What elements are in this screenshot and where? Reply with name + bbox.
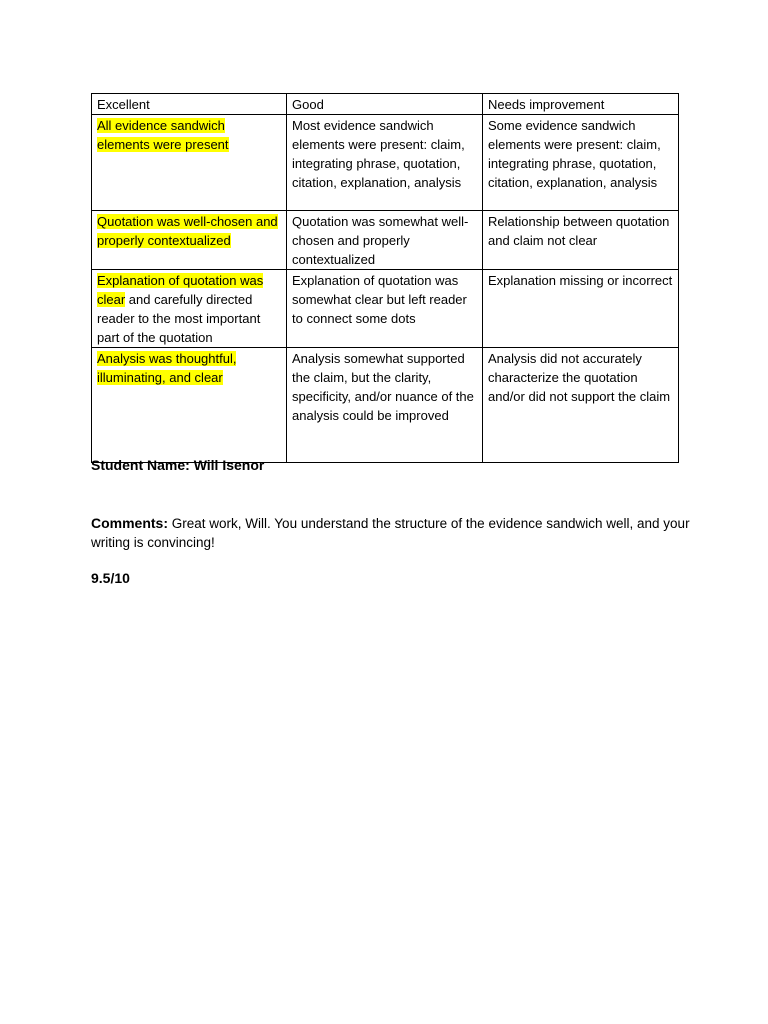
student-name-label: Student Name:: [91, 457, 190, 473]
rubric-header-row: [92, 94, 679, 115]
cell-excellent: [92, 115, 287, 211]
rubric-row-explanation: [92, 270, 679, 348]
header-excellent: Excellent: [92, 94, 287, 115]
highlighted-text: All evidence sandwich elements were present: [97, 118, 229, 152]
comments-text: Great work, Will. You understand the structure of the evidence sandwich well, and your writing is convincing!: [91, 516, 690, 550]
cell-needs-improvement: Some evidence sandwich elements were present: claim, integrating phrase, quotation, citation, explanation, analysis: [483, 115, 679, 211]
cell-good: Explanation of quotation was somewhat clear but left reader to connect some dots: [287, 270, 483, 348]
cell-text: and carefully directed reader to the most important part of the quotation: [97, 292, 261, 345]
cell-good: Most evidence sandwich elements were present: claim, integrating phrase, quotation, citation, explanation, analysis: [287, 115, 483, 211]
cell-good: Analysis somewhat supported the claim, but the clarity, specificity, and/or nuance of the analysis could be improved: [287, 348, 483, 463]
cell-excellent: [92, 270, 287, 348]
rubric-row-elements: [92, 115, 679, 211]
cell-needs-improvement: Analysis did not accurately characterize the quotation and/or did not support the claim: [483, 348, 679, 463]
highlighted-text: Quotation was well-chosen and properly contextualized: [97, 214, 278, 248]
student-name-line: [91, 457, 264, 473]
cell-needs-improvement: Relationship between quotation and claim not clear: [483, 211, 679, 270]
rubric-row-analysis: [92, 348, 679, 463]
comments-label: Comments:: [91, 515, 169, 531]
header-needs-improvement: Needs improvement: [483, 94, 679, 115]
rubric-table: [91, 93, 679, 463]
cell-good: Quotation was somewhat well-chosen and properly contextualized: [287, 211, 483, 270]
cell-excellent: [92, 211, 287, 270]
rubric-row-quotation: [92, 211, 679, 270]
header-good: Good: [287, 94, 483, 115]
cell-excellent: [92, 348, 287, 463]
highlighted-text: Analysis was thoughtful, illuminating, and clear: [97, 351, 237, 385]
highlighted-text: Explanation of quotation was clear: [97, 273, 264, 307]
cell-needs-improvement: Explanation missing or incorrect: [483, 270, 679, 348]
comments-paragraph: [91, 514, 691, 552]
student-name-value: Will Isenor: [193, 457, 265, 473]
score: 9.5/10: [91, 570, 130, 586]
